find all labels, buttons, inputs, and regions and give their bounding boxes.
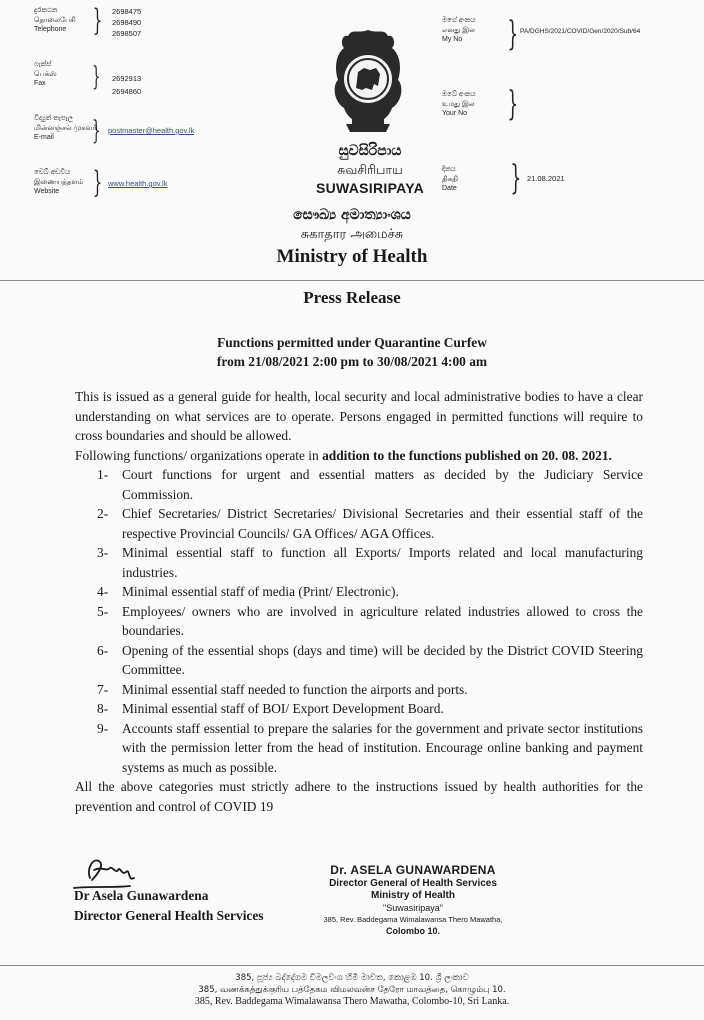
list-item: 1- Court functions for urgent and essential matters as decided by the Judiciary Service Commission.: [97, 467, 643, 502]
fax-labels: ෆැක්ස් பெக்ஸ் Fax: [34, 61, 57, 87]
reference-number: PA/DGHS/2021/COVID/Gen/2020/Sub/64: [520, 28, 641, 35]
press-release-body: [75, 387, 643, 816]
fax-values: 2692913 2694860: [112, 74, 142, 96]
list-item: 6- Opening of the essential shops (days and time) will be decided by the District COVID Steering Committee.: [97, 642, 643, 677]
list-item: 7- Minimal essential staff needed to function the airports and ports.: [97, 681, 468, 697]
my-no-labels: මගේ අංකය எனது இல My No: [442, 17, 476, 43]
header-divider: [0, 280, 704, 281]
email-labels: විද්‍යුත් තැපෑල மின்னஞ்சல் முகவரி E-mail: [34, 115, 98, 141]
brace-icon: }: [92, 3, 103, 38]
brace-icon: }: [92, 165, 103, 200]
intro-paragraph: This is issued as a general guide for health, local security and local administrative bodies to have a clear understanding on what services are to operate. Persons engaged in permitted functions will require to cross boundaries and should be allowed.: [75, 389, 643, 443]
brace-icon: }: [507, 84, 519, 124]
footer-address: 385, පූජ්‍ය බද්දේගම විමලවංශ හිමි මාවත, කොළඹ 10. ශ්‍රී ලංකාව 385, வணக்கத்துக்குரிய பத்தேகம விமலவன்ச தேரோ மாவத்தை, கொழும்பு 10. 385, Rev. Baddegama Wimalawansa Thero Mawatha, Colombo-10, Sri Lanka.: [194, 973, 510, 1007]
ministry-block: සෞඛ්‍ය අමාත්‍යාංශය சுகாதார அமைச்சு Ministry of Health: [276, 207, 428, 267]
website-labels: වෙබ් අඩවිය இணையத்தளம் Website: [34, 169, 84, 195]
list-item: 9- Accounts staff essential to prepare the salaries for the government and private sector institutions with the permission letter from the head of institution. Encourage online banking and payment systems as much as possible.: [97, 720, 643, 775]
brace-icon: }: [510, 158, 522, 198]
list-item: 5- Employees/ owners who are involved in agriculture related industries allowed to cross the boundaries.: [97, 603, 643, 638]
lion-emblem-icon: [318, 24, 418, 140]
signature-left: Dr Asela Gunawardena Director General Health Services: [74, 888, 264, 923]
press-release-title: Press Release: [303, 288, 401, 307]
telephone-values: 2698475 2698490 2698507: [112, 7, 142, 38]
press-release-subtitle: Functions permitted under Quarantine Curfew from 21/08/2021 2:00 pm to 30/08/2021 4:00 am: [216, 335, 488, 369]
brace-icon: }: [92, 116, 101, 146]
list-item: 3- Minimal essential staff to function all Exports/ Imports related and local manufacturing industries.: [97, 545, 643, 580]
national-emblem: [318, 24, 418, 140]
your-no-labels: ඔබේ අංකය உமது இல Your No: [442, 91, 476, 117]
brace-icon: }: [507, 14, 519, 54]
following-line: Following functions/ organizations operate in addition to the functions published on 20. 08. 2021.: [75, 447, 612, 463]
email-link[interactable]: postmaster@health.gov.lk: [108, 126, 195, 135]
emblem-caption: සුවසිරිපාය சுவசிரிபாய SUWASIRIPAYA: [315, 143, 425, 196]
permitted-functions-list: [75, 465, 643, 777]
brace-icon: }: [92, 62, 101, 92]
website-link[interactable]: www.health.gov.lk: [108, 179, 168, 188]
issue-date: 21.08.2021: [527, 174, 565, 183]
footer-divider: [0, 965, 704, 966]
list-item: 8- Minimal essential staff of BOI/ Export Development Board.: [97, 701, 444, 716]
list-item: 2- Chief Secretaries/ District Secretaries/ Divisional Secretaries and their essential staff of the respective Provincial Councils/ GA Offices/ AGA Offices.: [97, 506, 643, 541]
telephone-labels: දුරකථන தொலைபேசி Telephone: [34, 7, 76, 33]
official-stamp: Dr. ASELA GUNAWARDENA Director General of Health Services Ministry of Health "Suwasiripaya" 385, Rev. Baddegama Wimalawansa Thero Mawatha, Colombo 10.: [323, 863, 503, 936]
closing-paragraph: All the above categories must strictly adhere to the instructions issued by health authorities for the prevention and control of COVID 19: [75, 779, 643, 814]
list-item: 4- Minimal essential staff of media (Print/ Electronic).: [97, 584, 399, 599]
date-labels: දිනය திகதி Date: [442, 166, 458, 192]
